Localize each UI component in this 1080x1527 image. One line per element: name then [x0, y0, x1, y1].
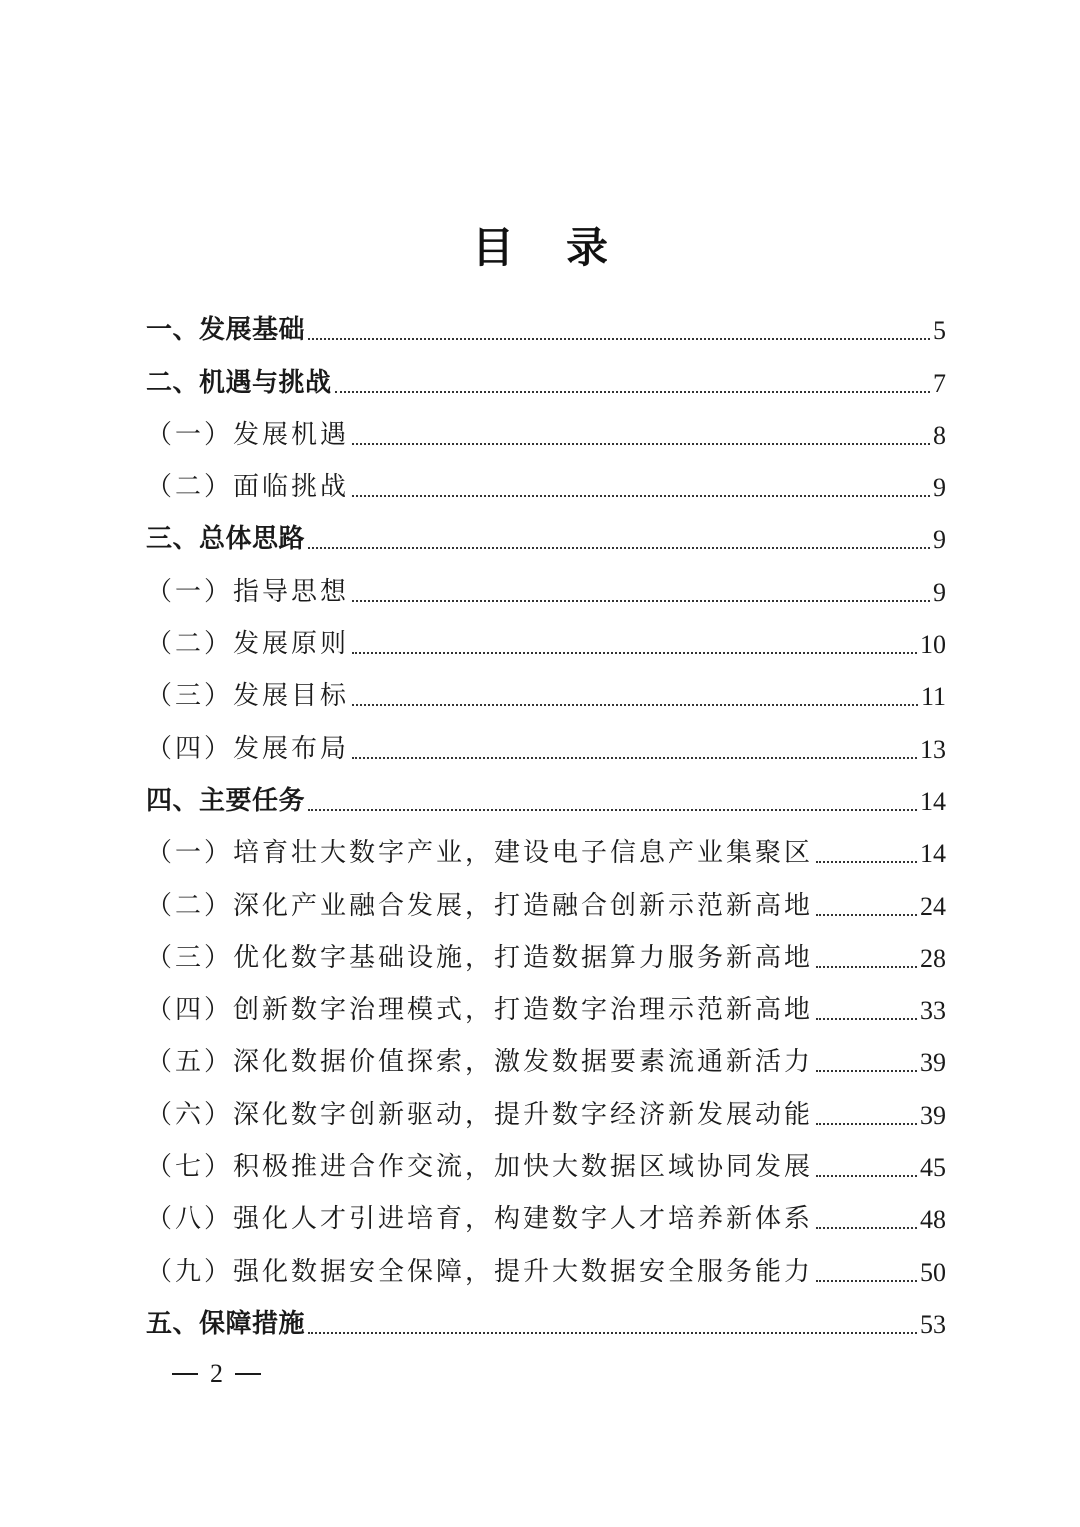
toc-entry-page-number: 48: [920, 1205, 946, 1235]
toc-entry-page-number: 28: [920, 943, 946, 973]
dot-leader: [816, 914, 917, 916]
toc-entry-page-number: 53: [920, 1309, 946, 1339]
dot-leader: [352, 600, 930, 602]
table-of-contents: [146, 300, 946, 1346]
toc-chapter-entry[interactable]: [146, 771, 946, 823]
dot-leader: [335, 391, 930, 393]
toc-entry-label: （一）发展机遇: [146, 419, 350, 450]
toc-entry-label: （四）发展布局: [146, 733, 350, 764]
toc-section-entry[interactable]: [146, 1137, 946, 1189]
toc-entry-label: （七）积极推进合作交流，加快大数据区域协同发展: [146, 1152, 814, 1183]
toc-entry-label: （二）发展原则: [146, 629, 350, 660]
dot-leader: [352, 704, 918, 706]
toc-section-entry[interactable]: [146, 1241, 946, 1293]
footer-page-number: 2: [210, 1359, 223, 1388]
toc-entry-page-number: 45: [920, 1153, 946, 1183]
toc-entry-page-number: 8: [933, 420, 946, 450]
toc-section-entry[interactable]: [146, 561, 946, 613]
toc-chapter-entry[interactable]: [146, 300, 946, 352]
toc-entry-label: （三）发展目标: [146, 681, 350, 712]
toc-section-entry[interactable]: [146, 666, 946, 718]
toc-section-entry[interactable]: [146, 405, 946, 457]
dot-leader: [816, 1280, 917, 1282]
footer-dash-right: [235, 1373, 261, 1375]
dot-leader: [816, 966, 917, 968]
dot-leader: [816, 1018, 917, 1020]
toc-entry-page-number: 5: [933, 316, 946, 346]
toc-entry-label: 二、机遇与挑战: [146, 367, 332, 398]
toc-section-entry[interactable]: [146, 1084, 946, 1136]
toc-entry-page-number: 13: [920, 734, 946, 764]
toc-entry-page-number: 9: [933, 525, 946, 555]
toc-entry-page-number: 9: [933, 473, 946, 503]
dot-leader: [352, 757, 917, 759]
toc-entry-page-number: 11: [920, 682, 946, 712]
toc-section-entry[interactable]: [146, 823, 946, 875]
toc-entry-page-number: 14: [920, 839, 946, 869]
toc-entry-label: （四）创新数字治理模式，打造数字治理示范新高地: [146, 995, 814, 1026]
toc-entry-label: 五、保障措施: [146, 1308, 306, 1339]
toc-entry-page-number: 7: [933, 368, 946, 398]
toc-chapter-entry[interactable]: [146, 509, 946, 561]
toc-section-entry[interactable]: [146, 980, 946, 1032]
dot-leader: [308, 547, 930, 549]
toc-entry-label: （六）深化数字创新驱动，提升数字经济新发展动能: [146, 1099, 814, 1130]
toc-entry-label: （一）指导思想: [146, 576, 350, 607]
dot-leader: [816, 1123, 917, 1125]
dot-leader: [816, 861, 917, 863]
page-title: 目录: [471, 223, 660, 273]
toc-section-entry[interactable]: [146, 718, 946, 770]
dot-leader: [352, 495, 930, 497]
dot-leader: [352, 443, 930, 445]
toc-entry-label: （五）深化数据价值探索，激发数据要素流通新活力: [146, 1047, 814, 1078]
toc-entry-label: （二）深化产业融合发展，打造融合创新示范新高地: [146, 890, 814, 921]
toc-section-entry[interactable]: [146, 928, 946, 980]
toc-entry-label: （九）强化数据安全保障，提升大数据安全服务能力: [146, 1256, 814, 1287]
dot-leader: [308, 1332, 917, 1334]
toc-entry-label: 三、总体思路: [146, 524, 306, 555]
toc-entry-page-number: 24: [920, 891, 946, 921]
page-footer: [172, 1356, 261, 1392]
toc-entry-page-number: 9: [933, 577, 946, 607]
toc-entry-label: （三）优化数字基础设施，打造数据算力服务新高地: [146, 942, 814, 973]
dot-leader: [816, 1070, 917, 1072]
dot-leader: [352, 652, 917, 654]
toc-entry-page-number: 14: [920, 786, 946, 816]
dot-leader: [308, 809, 917, 811]
toc-entry-label: 四、主要任务: [146, 785, 306, 816]
toc-entry-page-number: 39: [920, 1100, 946, 1130]
toc-section-entry[interactable]: [146, 614, 946, 666]
dot-leader: [308, 338, 930, 340]
dot-leader: [816, 1175, 917, 1177]
toc-entry-page-number: 10: [920, 630, 946, 660]
toc-entry-label: （一）培育壮大数字产业，建设电子信息产业集聚区: [146, 838, 814, 869]
toc-entry-label: 一、发展基础: [146, 315, 306, 346]
toc-chapter-entry[interactable]: [146, 1294, 946, 1346]
toc-entry-label: （八）强化人才引进培育，构建数字人才培养新体系: [146, 1204, 814, 1235]
footer-dash-left: [172, 1373, 198, 1375]
toc-section-entry[interactable]: [146, 1032, 946, 1084]
toc-section-entry[interactable]: [146, 1189, 946, 1241]
dot-leader: [816, 1227, 917, 1229]
toc-entry-label: （二）面临挑战: [146, 472, 350, 503]
toc-entry-page-number: 39: [920, 1048, 946, 1078]
toc-entry-page-number: 50: [920, 1257, 946, 1287]
toc-entry-page-number: 33: [920, 996, 946, 1026]
toc-chapter-entry[interactable]: [146, 352, 946, 404]
toc-section-entry[interactable]: [146, 457, 946, 509]
toc-section-entry[interactable]: [146, 875, 946, 927]
